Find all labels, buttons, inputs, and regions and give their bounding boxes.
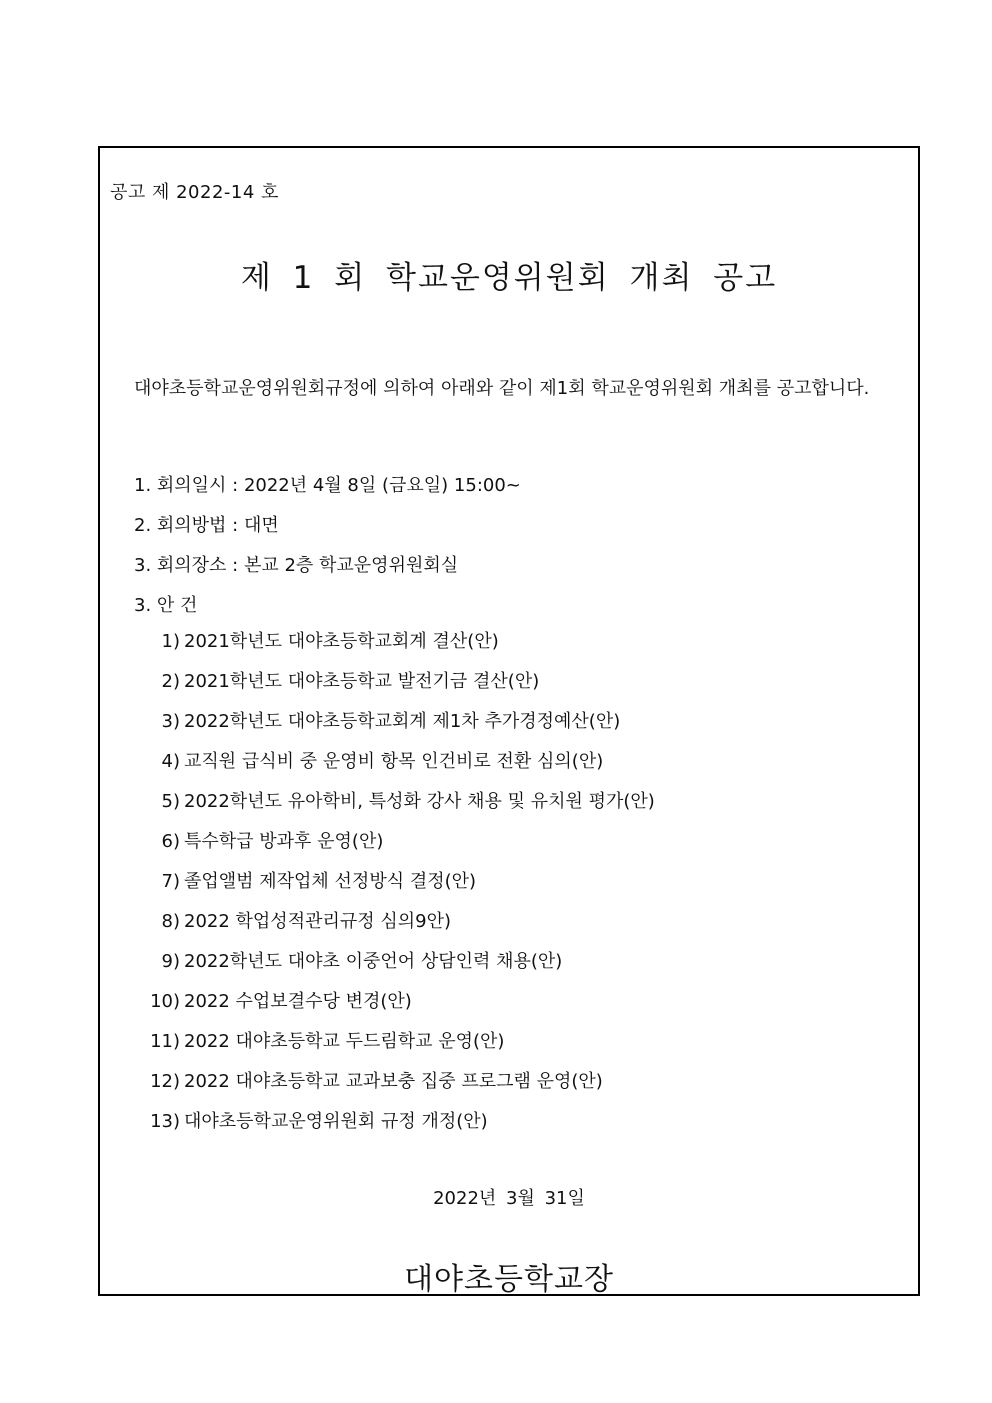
agenda-item-number: 12) xyxy=(150,1071,180,1092)
issuer-name: 대야초등학교장 xyxy=(404,1262,614,1297)
agenda-item xyxy=(144,982,655,1022)
agenda-item-text: 대야초등학교운영위원회 규정 개정(안) xyxy=(184,1111,488,1132)
agenda-item xyxy=(144,1022,655,1062)
notice-date: 2022년 3월 31일 xyxy=(433,1188,585,1209)
agenda-item-text: 2022 대야초등학교 교과보충 집중 프로그램 운영(안) xyxy=(184,1071,603,1092)
agenda-item xyxy=(144,902,655,942)
agenda-item xyxy=(144,662,655,702)
agenda-item-number: 11) xyxy=(150,1031,180,1052)
agenda-item-number: 7) xyxy=(161,871,180,892)
agenda-item-number: 1) xyxy=(161,631,180,652)
agenda-item-text: 2022 학업성적관리규정 심의9안) xyxy=(184,911,451,932)
page-title: 제 1 회 학교운영위원회 개최 공고 xyxy=(240,260,778,296)
agenda-item xyxy=(144,942,655,982)
meeting-place-item: 3. 회의장소 : 본교 2층 학교운영위원회실 xyxy=(134,555,459,576)
agenda-item xyxy=(144,622,655,662)
agenda-item-number: 6) xyxy=(161,831,180,852)
agenda-item xyxy=(144,1102,655,1142)
agenda-item-text: 2022 대야초등학교 두드림학교 운영(안) xyxy=(184,1031,505,1052)
agenda-item-text: 2022학년도 대야초등학교회계 제1차 추가경정예산(안) xyxy=(184,711,621,732)
agenda-item-number: 4) xyxy=(161,751,180,772)
agenda-item-text: 2021학년도 대야초등학교회계 결산(안) xyxy=(184,631,499,652)
notice-document xyxy=(98,146,920,1296)
agenda-item-number: 10) xyxy=(150,991,180,1012)
agenda-item-text: 2021학년도 대야초등학교 발전기금 결산(안) xyxy=(184,671,540,692)
agenda-item-text: 2022학년도 유아학비, 특성화 강사 채용 및 유치원 평가(안) xyxy=(184,791,655,812)
notice-number: 공고 제 2022-14 호 xyxy=(110,182,279,203)
agenda-item xyxy=(144,862,655,902)
agenda-item-number: 9) xyxy=(161,951,180,972)
intro-paragraph: 대야초등학교운영위원회규정에 의하여 아래와 같이 제1회 학교운영위원회 개최를 공고합니다. xyxy=(134,378,870,399)
agenda-item xyxy=(144,742,655,782)
agenda-item-number: 8) xyxy=(161,911,180,932)
meeting-method-item: 2. 회의방법 : 대면 xyxy=(134,515,279,536)
agenda-item xyxy=(144,1062,655,1102)
agenda-list xyxy=(144,622,655,1142)
agenda-item xyxy=(144,782,655,822)
agenda-item-text: 졸업앨범 제작업체 선정방식 결정(안) xyxy=(184,871,477,892)
agenda-item xyxy=(144,822,655,862)
agenda-item-number: 5) xyxy=(161,791,180,812)
agenda-item-number: 3) xyxy=(161,711,180,732)
agenda-item-text: 2022 수업보결수당 변경(안) xyxy=(184,991,412,1012)
agenda-heading: 3. 안 건 xyxy=(134,595,198,616)
agenda-item-number: 13) xyxy=(150,1111,180,1132)
meeting-date-item: 1. 회의일시 : 2022년 4월 8일 (금요일) 15:00~ xyxy=(134,475,521,496)
agenda-item-text: 특수학급 방과후 운영(안) xyxy=(184,831,384,852)
agenda-item-text: 2022학년도 대야초 이중언어 상담인력 채용(안) xyxy=(184,951,563,972)
agenda-item xyxy=(144,702,655,742)
meeting-details-list xyxy=(134,466,521,626)
agenda-item-text: 교직원 급식비 중 운영비 항목 인건비로 전환 심의(안) xyxy=(184,751,604,772)
agenda-item-number: 2) xyxy=(161,671,180,692)
